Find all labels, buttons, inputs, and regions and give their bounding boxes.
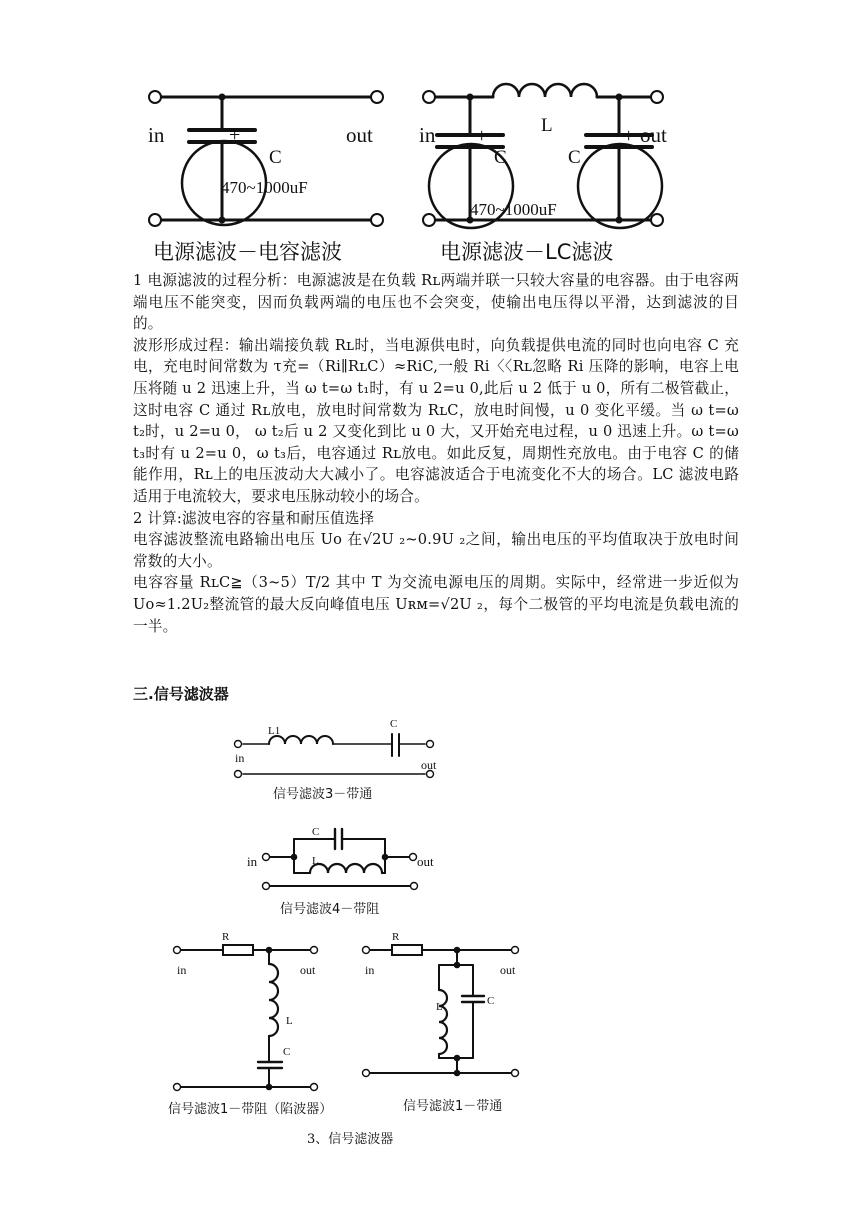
- fig5-c-label: C: [283, 1046, 291, 1058]
- paragraph-4: 电容滤波整流电路输出电压 Uo 在√2U ₂~0.9U ₂之间，输出电压的平均值取决于放电时间常数的大小。: [133, 531, 739, 570]
- fig3-out-label: out: [421, 758, 437, 772]
- fig6-c-label: C: [487, 995, 495, 1007]
- fig2-value-label: 470~1000uF: [470, 200, 557, 219]
- fig1-terminal-out-bottom: [371, 214, 383, 226]
- fig1-terminal-in-top: [149, 91, 161, 103]
- fig1-node-bottom: [219, 217, 225, 223]
- paragraph-3: 2 计算:滤波电容的容量和耐压值选择: [133, 509, 375, 527]
- fig2-plus1-label: +: [476, 125, 488, 147]
- fig4-caption: 信号滤波4－带阻: [280, 902, 380, 917]
- fig1-terminal-in-bottom: [149, 214, 161, 226]
- fig5-caption: 信号滤波1－带阻（陷波器）: [168, 1102, 333, 1117]
- fig4-out-label: out: [417, 854, 434, 869]
- paragraph-1: 1 电源滤波的过程分析：电源滤波是在负载 Rʟ两端并联一只较大容量的电容器。由于电容两端电压不能突变，因而负载两端的电压也不会突变，使输出电压得以平滑，达到滤波的目的。: [133, 272, 739, 333]
- fig3-caption: 信号滤波3－带通: [273, 787, 373, 802]
- fig3-c-label: C: [390, 718, 398, 730]
- fig3-in-label: in: [235, 751, 245, 765]
- fig2-plus2-label: +: [623, 125, 635, 147]
- body-text: [133, 270, 739, 637]
- fig4-l-label: L: [312, 855, 319, 867]
- fig6-l-label: L: [436, 1001, 443, 1013]
- fig6-caption: 信号滤波1－带通: [403, 1099, 503, 1114]
- fig5-l-label: L: [286, 1015, 293, 1027]
- paragraph-2: 波形形成过程：输出端接负载 Rʟ时，当电源供电时，向负载提供电流的同时也向电容 C 充电，充电时间常数为 τ充=（Ri∥RʟC）≈RiC,一般 Ri〈〈Rʟ忽略 Ri 压降的影响，电容上电压将随 u 2 迅速上升，当 ω t=ω t₁时，有 u 2=u 0,此后 u 2 低于 u 0，所有二极管截止，这时电容 C 通过 Rʟ放电，放电时间常数为 RʟC，放电时间慢，u 0 变化平缓。当 ω t=ω t₂时，u 2=u 0， ω t₂后 u 2 又变化到比 u 0 大，又开始充电过程，u 0 迅速上升。ω t=ω t₃时有 u 2=u 0，ω t₃后，电容通过 Rʟ放电。如此反复，周期性充放电。由于电容 C 的储能作用，Rʟ上的电压波动大大减小了。电容滤波适合于电流变化不大的场合。LC 滤波电路适用于电流较大，要求电压脉动较小的场合。: [133, 336, 739, 505]
- fig2-terminal-in-top: [423, 91, 435, 103]
- fig6-in-label: in: [365, 963, 375, 977]
- fig1-plus-label: +: [229, 124, 241, 146]
- fig6-r-label: R: [392, 931, 400, 943]
- fig5-r-label: R: [222, 931, 230, 943]
- fig1-value-label: 470~1000uF: [221, 178, 308, 197]
- fig2-l-label: L: [541, 115, 553, 136]
- fig2-caption: 电源滤波－LC滤波: [440, 240, 614, 264]
- fig2-node-4: [616, 217, 622, 223]
- section-title: 三.信号滤波器: [133, 685, 229, 703]
- fig1-node-top: [219, 94, 225, 100]
- fig2-terminal-out-top: [651, 91, 663, 103]
- fig5-in-label: in: [177, 963, 187, 977]
- fig1-caption: 电源滤波－电容滤波: [153, 240, 342, 264]
- fig3-l1-label: L1: [268, 725, 281, 737]
- fig2-c1-label: C: [494, 147, 507, 168]
- fig4-in-label: in: [247, 854, 258, 869]
- fig6-out-label: out: [500, 963, 516, 977]
- fig2-node-1: [467, 94, 473, 100]
- fig2-terminal-in-bottom: [423, 214, 435, 226]
- paragraph-5: 电容容量 RʟC≧（3~5）T/2 其中 T 为交流电源电压的周期。实际中，经常进一步近似为 Uo≈1.2U₂整流管的最大反向峰值电压 Uʀᴍ=√2U ₂，每个二极管的平均电流是负载电流的一半。: [133, 574, 739, 635]
- fig2-out-label: out: [640, 123, 667, 147]
- fig4-parallel-lc: [269, 829, 411, 886]
- fig1-in-label: in: [148, 123, 165, 147]
- fig2-terminal-out-bottom: [651, 214, 663, 226]
- fig1-terminal-out-top: [371, 91, 383, 103]
- fig4-c-label: C: [312, 826, 320, 838]
- figure-group-caption: 3、信号滤波器: [307, 1132, 394, 1147]
- fig1-capacitor-filter: [162, 97, 370, 225]
- fig2-c2-label: C: [568, 147, 581, 168]
- fig1-out-label: out: [346, 123, 373, 147]
- fig1-c-label: C: [269, 147, 282, 168]
- fig2-node-2: [616, 94, 622, 100]
- fig2-in-label: in: [419, 123, 436, 147]
- fig3-series-lc: [243, 734, 425, 774]
- fig5-out-label: out: [300, 963, 316, 977]
